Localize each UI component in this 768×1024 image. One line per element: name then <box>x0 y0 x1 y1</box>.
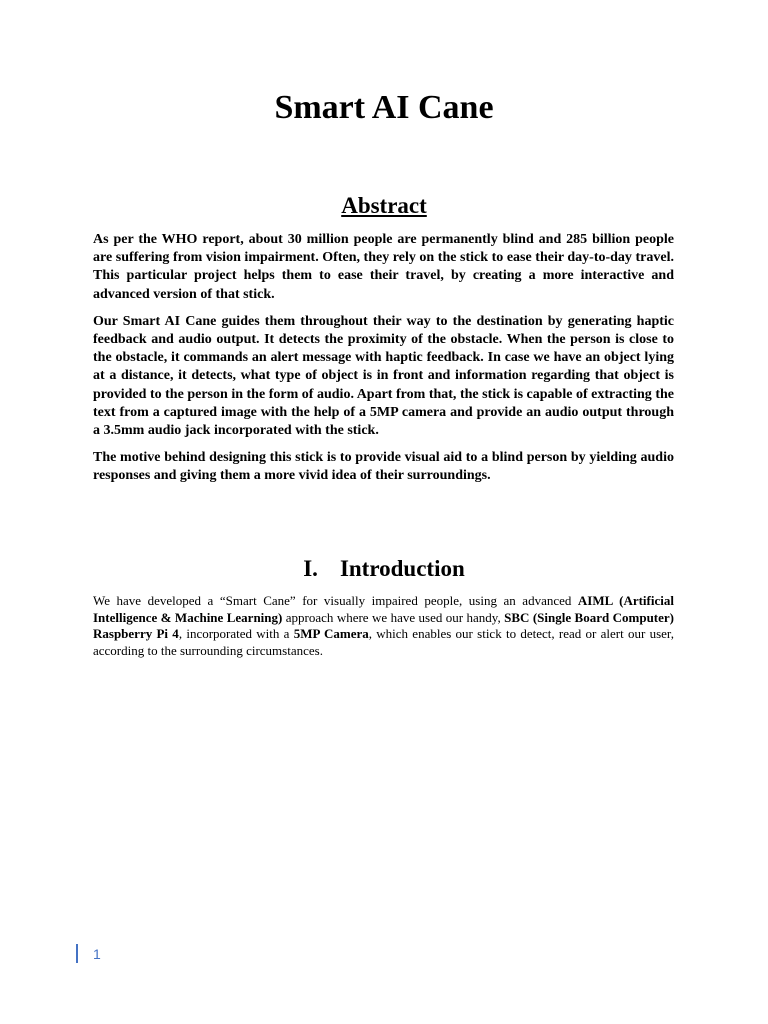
introduction-paragraph <box>93 593 674 659</box>
page-number: 1 <box>93 946 101 962</box>
abstract-paragraph: As per the WHO report, about 30 million people are permanently blind and 285 billion people are suffering from vision impairment. Often, they rely on the stick to ease their day-to-day travel. This particular project helps them to ease their travel, by creating a more interactive and advanced version of that stick. <box>93 232 674 302</box>
introduction-heading <box>0 554 768 584</box>
section-title: Introduction <box>339 556 465 581</box>
abstract-heading: Abstract <box>341 193 427 218</box>
intro-bold-text: SBC (Single Board Computer) Raspberry Pi 4 <box>93 609 674 642</box>
intro-bold-text: AIML (Artificial Intelligence & Machine Learning) <box>93 593 674 625</box>
abstract-paragraph: Our Smart AI Cane guides them throughout their way to the destination by generating haptic feedback and audio output. It detects the proximity of the obstacle. When the person is close to the obstacle, it commands an alert message with haptic feedback. In case we have an object lying at a distance, it detects, what type of object is in front and information regarding that object is provided to the person in the form of audio. Apart from that, the stick is capable of extracting the text from a captured image with the help of a 5MP camera and provide an audio output through a 3.5mm audio jack incorporated with the stick. <box>93 313 674 439</box>
intro-text: , which enables our stick to detect, read or alert our user, according to the surrounding circumstances. <box>93 626 674 658</box>
intro-text: , incorporated with a <box>178 626 294 642</box>
abstract-paragraph: The motive behind designing this stick is to provide visual aid to a blind person by yielding audio responses and giving them a more vivid idea of their surroundings. <box>93 450 674 484</box>
section-number: I. <box>303 556 318 581</box>
introduction-body <box>93 593 674 659</box>
intro-text: approach where we have used our handy, <box>282 609 505 625</box>
intro-bold-text: 5MP Camera <box>293 626 369 642</box>
intro-text: We have developed a “Smart Cane” for visually impaired people, using an advanced <box>93 593 578 608</box>
page-number-accent-bar <box>76 944 78 963</box>
document-title: Smart AI Cane <box>274 89 494 126</box>
abstract-body <box>93 231 674 495</box>
